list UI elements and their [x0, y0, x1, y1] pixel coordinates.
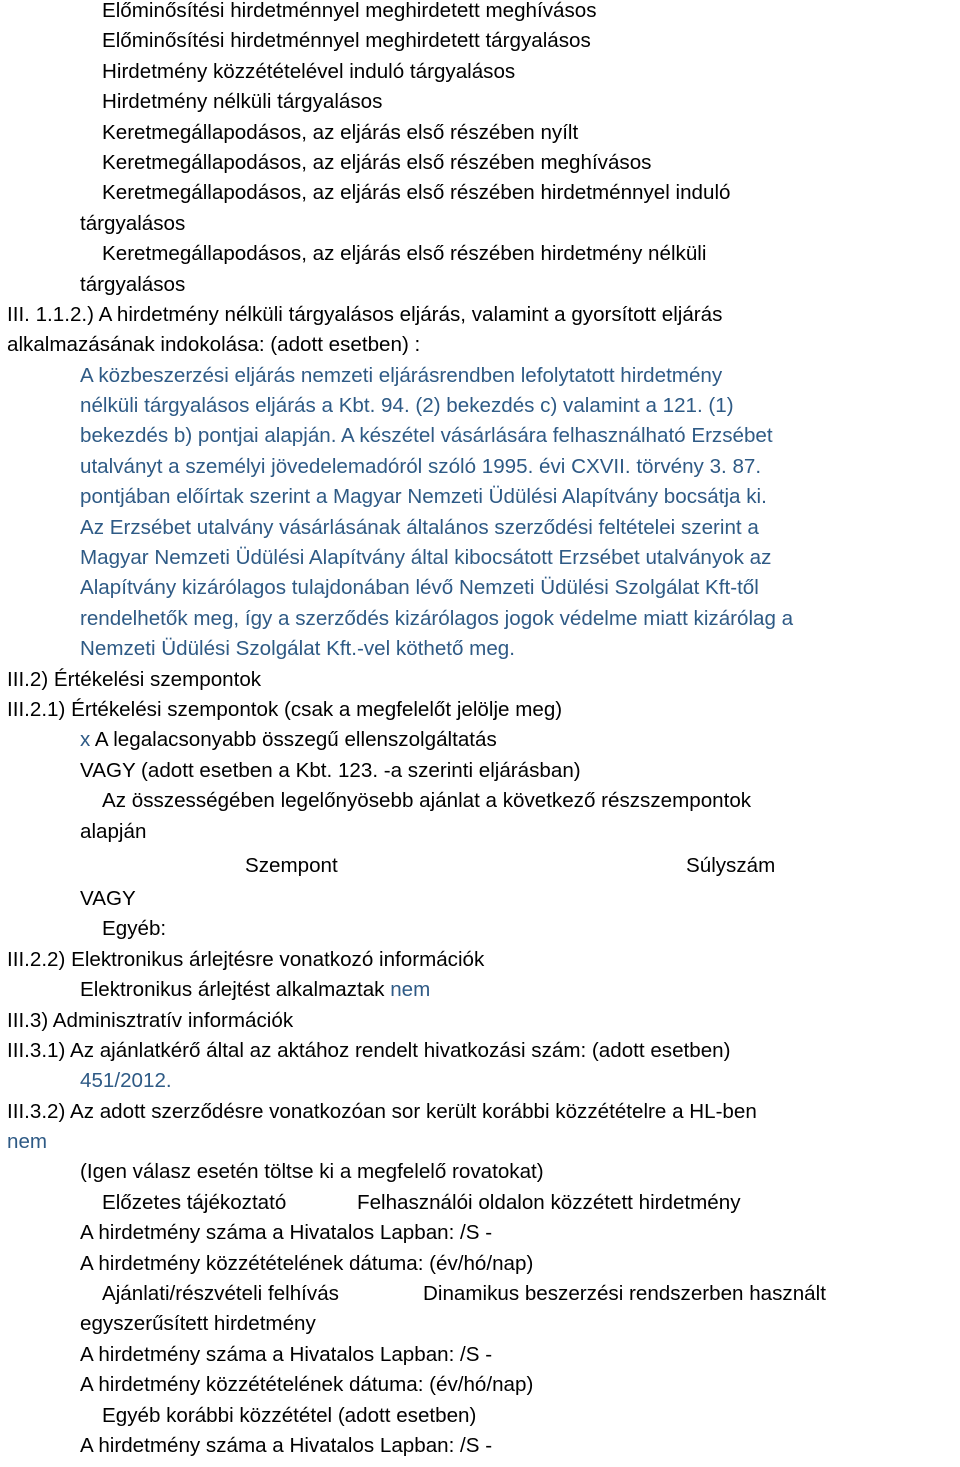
procedure-option: Keretmegállapodásos, az eljárás első részében hirdetménnyel induló	[102, 181, 731, 205]
or-line: VAGY (adott esetben a Kbt. 123. -a szerinti eljárásban)	[80, 758, 581, 782]
justification-text: pontjában előírtak szerint a Magyar Nemzeti Üdülési Alapítvány bocsátja ki.	[80, 485, 767, 509]
publication-date-line: A hirdetmény közzétételének dátuma: (év/hó/nap)	[80, 1373, 534, 1397]
column-weight: Súlyszám	[686, 853, 776, 877]
procedure-option-cont: tárgyalásos	[80, 211, 186, 235]
oj-number-line: A hirdetmény száma a Hivatalos Lapban: /S -	[80, 1342, 493, 1366]
justification-text: Alapítvány kizárólagos tulajdonában lévő Nemzeti Üdülési Szolgálat Kft-től	[80, 576, 759, 600]
section-heading-331: III.3.1) Az ajánlatkérő által az aktához rendelt hivatkozási szám: (adott esetben)	[7, 1038, 731, 1062]
prior-info-row	[0, 1188, 960, 1218]
contract-notice-option: Ajánlati/részvételi felhívás	[102, 1282, 339, 1306]
buyer-profile-option: Felhasználói oldalon közzétett hirdetmény	[357, 1190, 741, 1214]
justification-text: Magyar Nemzeti Üdülési Alapítvány által kibocsátott Erzsébet utalványok az	[80, 546, 772, 570]
justification-text: A közbeszerzési eljárás nemzeti eljárásrendben lefolytatott hirdetmény	[80, 363, 723, 387]
criterion-best-value: Az összességében legelőnyösebb ajánlat a következő részszempontok	[102, 789, 752, 813]
procedure-option: Keretmegállapodásos, az eljárás első részében nyílt	[102, 120, 579, 144]
auction-label: Elektronikus árlejtést alkalmaztak	[80, 978, 385, 1002]
reference-number: 451/2012.	[80, 1069, 172, 1093]
section-heading-321: III.2.1) Értékelési szempontok (csak a megfelelőt jelölje meg)	[7, 697, 563, 721]
criterion-best-value-cont: alapján	[80, 819, 147, 843]
procedure-option: Hirdetmény nélküli tárgyalásos	[102, 90, 383, 114]
criteria-table-header	[0, 847, 960, 884]
justification-text: Nemzeti Üdülési Szolgálat Kft.-vel köthető meg.	[80, 637, 515, 661]
oj-number-line: A hirdetmény száma a Hivatalos Lapban: /S -	[80, 1433, 493, 1457]
procedure-option-cont: tárgyalásos	[80, 272, 186, 296]
selected-mark: x	[80, 728, 91, 752]
justification-text: nélküli tárgyalásos eljárás a Kbt. 94. (2) bekezdés c) valamint a 121. (1)	[80, 394, 734, 418]
section-heading-322: III.2.2) Elektronikus árlejtésre vonatkozó információk	[7, 947, 485, 971]
auction-value: nem	[390, 978, 431, 1002]
auction-line	[0, 975, 960, 1005]
previous-publication-value: nem	[7, 1130, 48, 1154]
justification-text: bekezdés b) pontjai alapján. A készétel vásárlására felhasználható Erzsébet	[80, 424, 773, 448]
procedure-option: Hirdetmény közzétételével induló tárgyalásos	[102, 59, 516, 83]
contract-notice-row	[0, 1279, 960, 1309]
fill-instruction: (Igen válasz esetén töltse ki a megfelelő rovatokat)	[80, 1160, 544, 1184]
section-heading-32: III.2) Értékelési szempontok	[7, 667, 262, 691]
justification-text: Az Erzsébet utalvány vásárlásának általános szerződési feltételei szerint a	[80, 515, 759, 539]
dps-option: Dinamikus beszerzési rendszerben használt	[423, 1282, 826, 1306]
procedure-option: Keretmegállapodásos, az eljárás első részében meghívásos	[102, 150, 652, 174]
dps-option-cont: egyszerűsített hirdetmény	[80, 1312, 316, 1336]
procedure-option: Keretmegállapodásos, az eljárás első részében hirdetmény nélküli	[102, 242, 707, 266]
procedure-option: Előminősítési hirdetménnyel meghirdetett tárgyalásos	[102, 29, 591, 53]
publication-date-line: A hirdetmény közzétételének dátuma: (év/hó/nap)	[80, 1251, 534, 1275]
section-heading-112-cont: alkalmazásának indokolása: (adott esetben) :	[7, 333, 421, 357]
section-heading-112: III. 1.1.2.) A hirdetmény nélküli tárgyalásos eljárás, valamint a gyorsított eljárás	[7, 302, 723, 326]
or-line-2: VAGY	[80, 886, 136, 910]
justification-text: utalványt a személyi jövedelemadóról szóló 1995. évi CXVII. törvény 3. 87.	[80, 454, 762, 478]
justification-text: rendelhetők meg, így a szerződés kizárólagos jogok védelme miatt kizárólag a	[80, 606, 794, 630]
criterion-lowest-label: A legalacsonyabb összegű ellenszolgáltatás	[94, 728, 497, 752]
section-heading-33: III.3) Adminisztratív információk	[7, 1008, 294, 1032]
oj-number-line: A hirdetmény száma a Hivatalos Lapban: /S -	[80, 1221, 493, 1245]
other-publication-option: Egyéb korábbi közzététel (adott esetben)	[102, 1403, 477, 1427]
criterion-lowest-price	[0, 725, 960, 755]
procedure-option: Előminősítési hirdetménnyel meghirdetett meghívásos	[102, 0, 597, 22]
criterion-other: Egyéb:	[102, 917, 167, 941]
column-criterion: Szempont	[245, 853, 338, 877]
section-heading-332: III.3.2) Az adott szerződésre vonatkozóan sor került korábbi közzétételre a HL-ben	[7, 1099, 757, 1123]
prior-info-option: Előzetes tájékoztató	[102, 1190, 287, 1214]
